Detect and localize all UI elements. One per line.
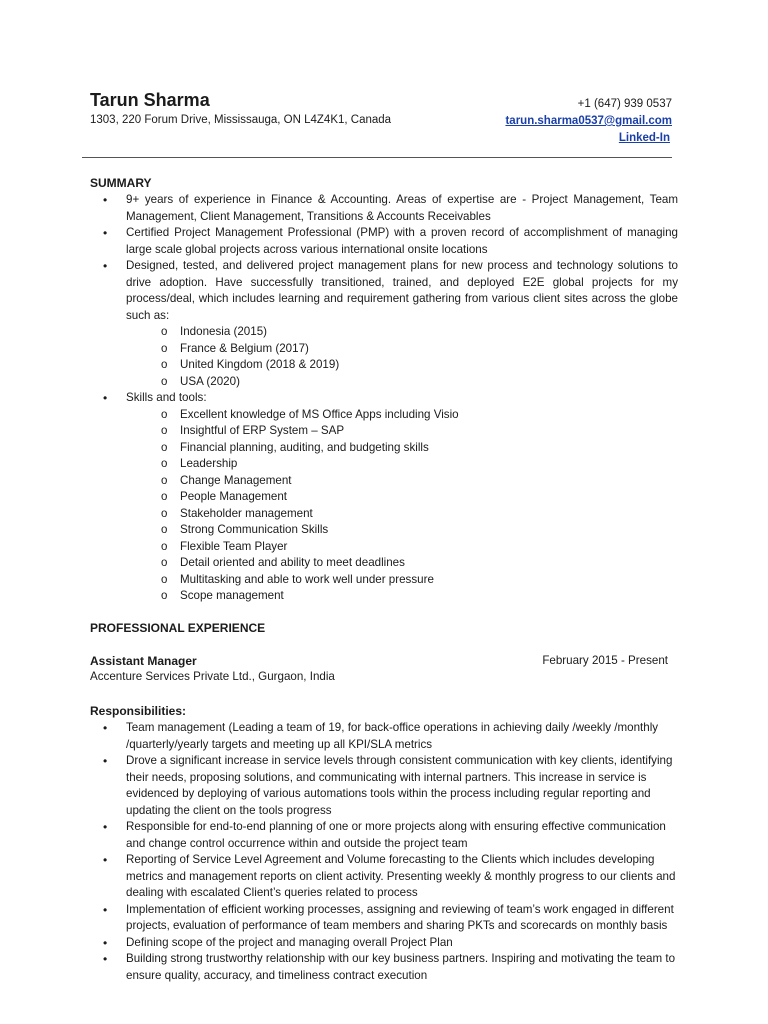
responsibility-item: • Building strong trustworthy relationship with our key business partners. Inspiring and motivating the team to ensure quality, accuracy, and timeliness contract execution <box>90 951 678 984</box>
location-item: o Indonesia (2015) <box>126 324 678 341</box>
skill-item: o Detail oriented and ability to meet deadlines <box>126 555 678 572</box>
job-title: Assistant Manager <box>90 654 197 668</box>
job-dates: February 2015 - Present <box>542 654 668 667</box>
skill-item: o Leadership <box>126 456 678 473</box>
summary-item: • 9+ years of experience in Finance & Accounting. Areas of expertise are - Project Management, Team Management, Client Management, Transitions & Accounts Receivables <box>90 192 678 225</box>
skill-item: o Excellent knowledge of MS Office Apps including Visio <box>126 407 678 424</box>
linkedin-link[interactable]: Linked-In <box>618 132 670 144</box>
skill-item: o Scope management <box>126 588 678 605</box>
experience-heading: PROFESSIONAL EXPERIENCE <box>90 621 266 635</box>
skill-item: o People Management <box>126 489 678 506</box>
skill-item: o Change Management <box>126 473 678 490</box>
skills-item: • Skills and tools: o Excellent knowledge of MS Office Apps including Visio o Insightful of ERP System – SAP o Financial planning, auditing, and budgeting skills o Leadership o Change Management o People Management o Stakeholder management o Strong Communication Skills o Flexible Team Player o Detail oriented and ability to meet deadlines o Multitasking and able to work well under pressure o Scope management <box>90 390 678 605</box>
summary-list <box>90 192 678 605</box>
location-item: o United Kingdom (2018 & 2019) <box>126 357 678 374</box>
summary-heading: SUMMARY <box>90 176 152 190</box>
phone-number: +1 (647) 939 0537 <box>577 98 672 110</box>
responsibility-item: • Drove a significant increase in service levels through consistent communication with key clients, identifying their needs, proposing solutions, and communicating with internal partners. This increase in service is evidenced by deploying of various automations tools within the process including regular reporting and updating the client on the tools progress <box>90 753 678 819</box>
skill-item: o Stakeholder management <box>126 506 678 523</box>
location-item: o France & Belgium (2017) <box>126 341 678 358</box>
skill-item: o Strong Communication Skills <box>126 522 678 539</box>
candidate-name: Tarun Sharma <box>90 90 210 110</box>
contact-block <box>505 96 672 147</box>
skill-item: o Financial planning, auditing, and budgeting skills <box>126 440 678 457</box>
skill-item: o Insightful of ERP System – SAP <box>126 423 678 440</box>
locations-list <box>126 324 678 390</box>
responsibility-item: • Team management (Leading a team of 19, for back-office operations in achieving daily /weekly /monthly /quarterly/yearly targets and meeting up all KPI/SLA metrics <box>90 720 678 753</box>
responsibilities-list <box>90 720 678 984</box>
summary-item: • Designed, tested, and delivered project management plans for new process and technology solutions to drive adoption. Have successfully transitioned, trained, and deployed E2E global projects for my process/deal, which includes learning and requirement gathering from various client sites across the globe such as: o Indonesia (2015) o France & Belgium (2017) o United Kingdom (2018 & 2019) o USA (2020) <box>90 258 678 390</box>
summary-item: • Certified Project Management Professional (PMP) with a proven record of accomplishment of managing large scale global projects across various international onsite locations <box>90 225 678 258</box>
responsibility-item: • Implementation of efficient working processes, assigning and reviewing of team’s work engaged in different projects, evaluation of performance of team members and sharing PKTs and scorecards on monthly basis <box>90 902 678 935</box>
skill-item: o Multitasking and able to work well under pressure <box>126 572 678 589</box>
skills-list <box>126 407 678 605</box>
responsibilities-heading: Responsibilities: <box>90 704 187 718</box>
email-link[interactable]: tarun.sharma0537@gmail.com <box>505 115 672 127</box>
location-item: o USA (2020) <box>126 374 678 391</box>
responsibility-item: • Reporting of Service Level Agreement and Volume forecasting to the Clients which includes developing metrics and management reports on client activity. Presenting weekly & monthly progress to our clients and dealing with escalated Client’s queries related to process <box>90 852 678 902</box>
responsibility-item: • Responsible for end-to-end planning of one or more projects along with ensuring effective communication and change control occurrence within and outside the project team <box>90 819 678 852</box>
responsibility-item: • Defining scope of the project and managing overall Project Plan <box>90 935 678 952</box>
job-company: Accenture Services Private Ltd., Gurgaon, India <box>90 670 335 683</box>
header-divider <box>82 157 672 158</box>
candidate-address: 1303, 220 Forum Drive, Mississauga, ON L4Z4K1, Canada <box>90 114 392 126</box>
skill-item: o Flexible Team Player <box>126 539 678 556</box>
